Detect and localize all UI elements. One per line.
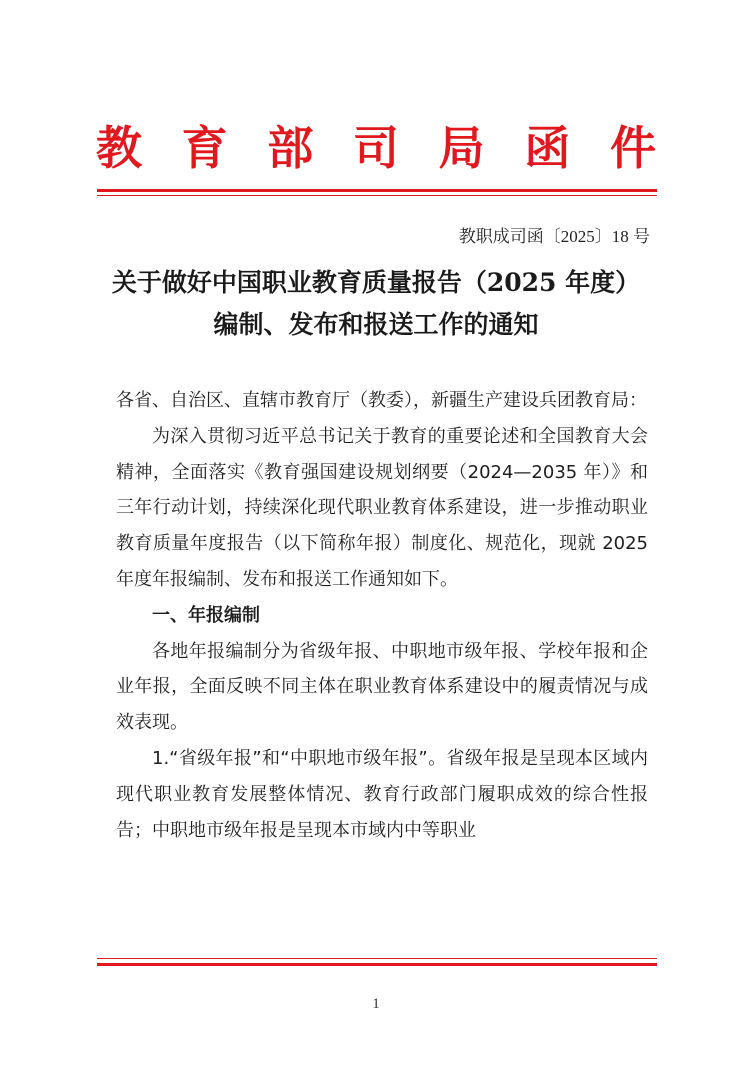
section-heading-annual-report: 一、年报编制 [152, 604, 260, 626]
page-number: 1 [372, 996, 380, 1012]
paragraph-intro: 为深入贯彻习近平总书记关于教育的重要论述和全国教育大会精神，全面落实《教育强国建设规划纲要（2024—2035 年）》和三年行动计划，持续深化现代职业教育体系建设，进一步推动职业教育质量年度报告（以下简称年报）制度化、规范化，现就 2025 年度年报编制、发布和报送工作通知如下。 [116, 425, 648, 590]
footer-red-rule-thin [97, 958, 657, 959]
document-number: 教职成司函〔2025〕18 号 [458, 227, 650, 246]
document-title-line2: 编制、发布和报送工作的通知 [213, 310, 539, 339]
paragraph-provincial-report: 1.“省级年报”和“中职地市级年报”。省级年报是呈现本区域内现代职业教育发展整体情况、教育行政部门履职成效的综合性报告；中职地市级年报是呈现本市域内中等职业 [116, 747, 648, 841]
addressee: 各省、自治区、直辖市教育厅（教委），新疆生产建设兵团教育局： [116, 390, 647, 411]
letterhead-red-rule-thin [97, 195, 657, 196]
paragraph-report-types: 各地年报编制分为省级年报、中职地市级年报、学校年报和企业年报，全面反映不同主体在职业教育体系建设中的履责情况与成效表现。 [116, 640, 648, 734]
letterhead-title: 教育部司局函件 [96, 121, 656, 175]
document-title-line1: 关于做好中国职业教育质量报告（2025 年度） [111, 268, 641, 297]
document-body [116, 383, 648, 848]
footer-red-rule-thick [97, 963, 657, 966]
letterhead-red-rule-thick [97, 189, 657, 192]
document-title [60, 262, 692, 346]
